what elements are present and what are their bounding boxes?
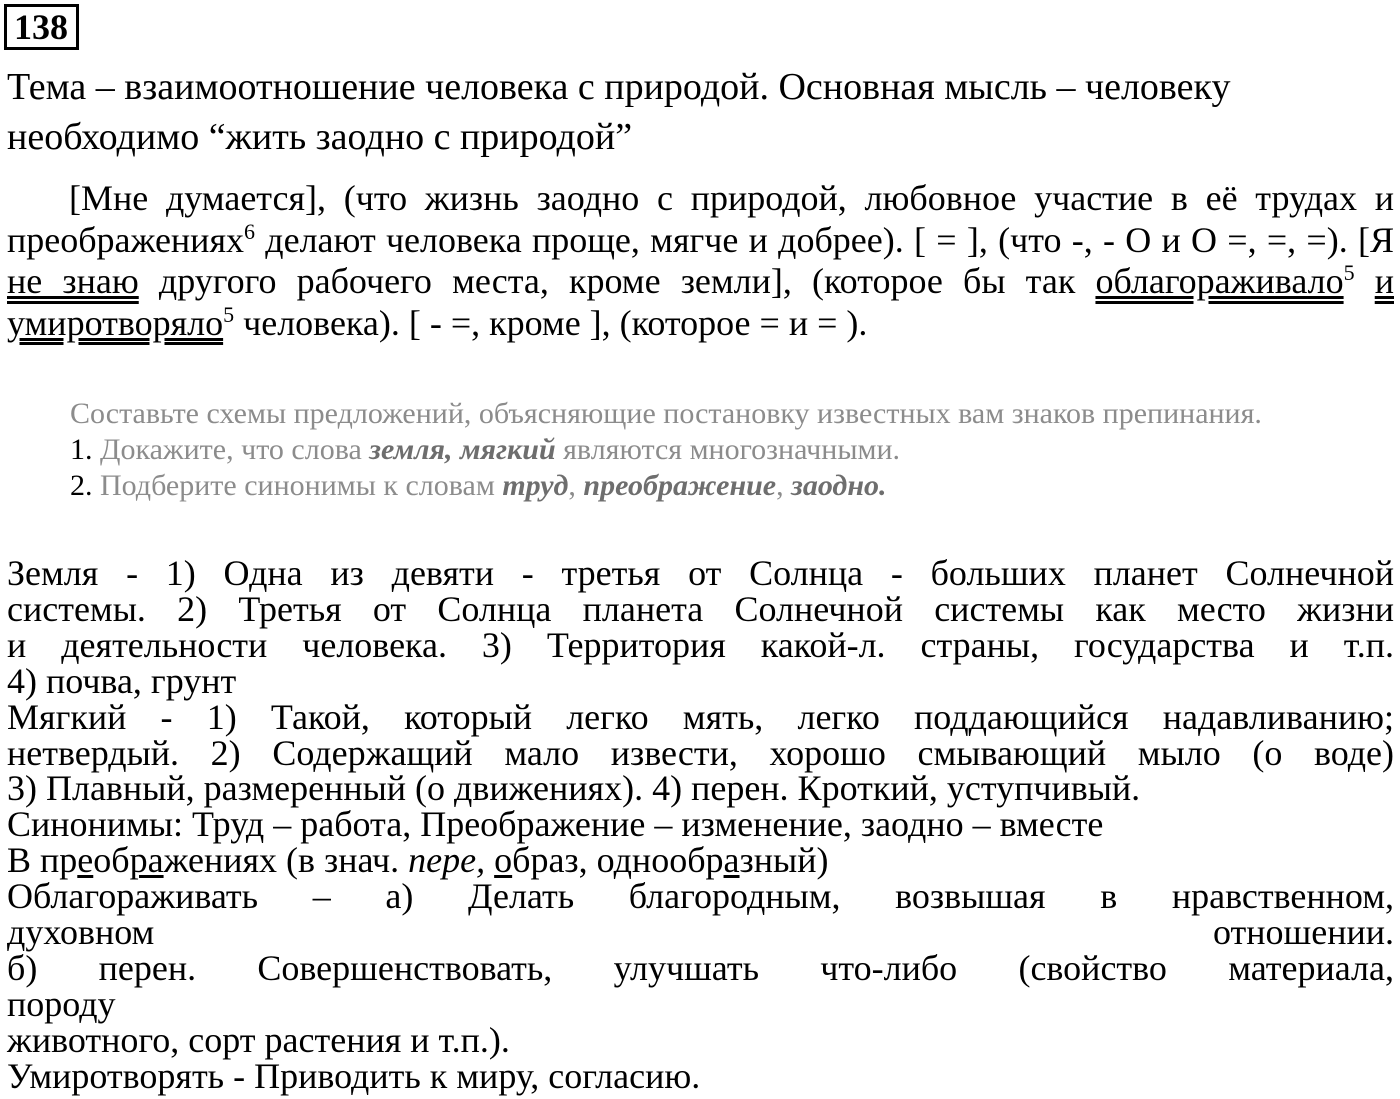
text-fragment: духовном [7, 912, 155, 953]
grammar-mark: 5 [223, 301, 235, 327]
answer-line-morphology [7, 840, 1394, 881]
italic-word: пере, [408, 840, 486, 881]
grammar-mark: 5 [1343, 260, 1355, 285]
question-text: , [568, 469, 584, 502]
answer-line: 4) почва, грунт [7, 660, 237, 701]
question-number: 2. [70, 469, 93, 502]
question-text: Подберите синонимы к словам [92, 469, 503, 502]
grammar-mark: 6 [244, 218, 256, 244]
task-question-2 [70, 468, 1394, 504]
exercise-sentence [7, 178, 1394, 344]
text-fragment: зный) [739, 840, 829, 881]
answer-line: системы. 2) Третья от Солнца планета Солнечной системы как место жизни [7, 588, 1394, 629]
answer-line: Синонимы: Труд – работа, Преображение – изменение, заодно – вместе [7, 804, 1104, 845]
text-fragment: жениях (в знач. [163, 840, 409, 881]
question-keyword: земля, мягкий [369, 433, 556, 466]
task-intro: Составьте схемы предложений, объясняющие постановку известных вам знаков препинания. [70, 397, 1262, 430]
answer-line: Облагораживать – а) Делать благородным, возвышая в нравственном, [7, 876, 1394, 917]
task-instructions [70, 396, 1394, 504]
question-keyword: преображение [583, 469, 777, 502]
text-fragment [485, 840, 494, 880]
answer-line: породу [7, 983, 116, 1024]
exercise-number: 138 [4, 4, 79, 50]
answer-line: и деятельности человека. 3) Территория какой-л. страны, государства и т.п. [7, 624, 1394, 665]
underlined-letter: а [723, 840, 740, 881]
answer-line: Мягкий - 1) Такой, который легко мять, легко поддающийся надавливанию; [7, 696, 1394, 737]
predicate-underlined: облагораживало [1095, 261, 1344, 301]
sentence-part: делают человека проще, мягче и добрее). [ = ], (что -, - О и О =, =, =). [Я [255, 219, 1394, 260]
predicate-underlined: не знаю [7, 261, 139, 301]
answer-line: 3) Плавный, размеренный (о движениях). 4) перен. Кроткий, уступчивый. [7, 768, 1141, 809]
question-text: являются многозначными. [555, 433, 901, 466]
question-number: 1. [70, 433, 93, 466]
sentence-part: человека). [ - =, кроме ], (которое = и = ). [234, 302, 868, 343]
sentence-part: другого рабочего места, кроме земли], (которое бы так [138, 261, 1096, 301]
answer-line-split [7, 912, 1394, 953]
sentence-part: [Мне думается], (что жизнь заодно с природой, любовное участие в её трудах и преображениях [7, 178, 1394, 260]
underlined-letter: е [77, 840, 94, 881]
theme-paragraph: Тема – взаимоотношение человека с природой. Основная мысль – человеку необходимо “жить заодно с природой” [7, 66, 1231, 158]
text-fragment: В пр [7, 840, 78, 881]
answer-line: б) перен. Совершенствовать, улучшать что-либо (свойство материала, [7, 947, 1394, 988]
answer-line: Земля - 1) Одна из девяти - третья от Солнца - больших планет Солнечной [7, 553, 1394, 593]
predicate-underlined: и умиротворяло [7, 261, 1394, 343]
answer-text [7, 553, 1394, 1096]
answer-line: нетвердый. 2) Содержащий мало извести, хорошо смывающий мыло (о воде) [7, 732, 1394, 773]
question-text: , [776, 469, 792, 502]
task-question-1 [70, 432, 1394, 468]
question-keyword: заодно. [791, 469, 887, 502]
underlined-letter: о [494, 840, 513, 881]
question-text: Докажите, что слова [92, 433, 370, 466]
text-fragment: отношении. [1212, 912, 1394, 953]
text-fragment: браз, однообр [512, 840, 724, 881]
sentence-paragraph [7, 178, 1394, 344]
answer-line: Умиротворять - Приводить к миру, согласию. [7, 1055, 701, 1096]
underlined-letter: ра [129, 840, 164, 881]
text-fragment: об [93, 840, 130, 881]
question-keyword: труд [502, 469, 569, 502]
answer-line: животного, сорт растения и т.п.). [7, 1019, 510, 1060]
sentence-part [1355, 261, 1375, 301]
